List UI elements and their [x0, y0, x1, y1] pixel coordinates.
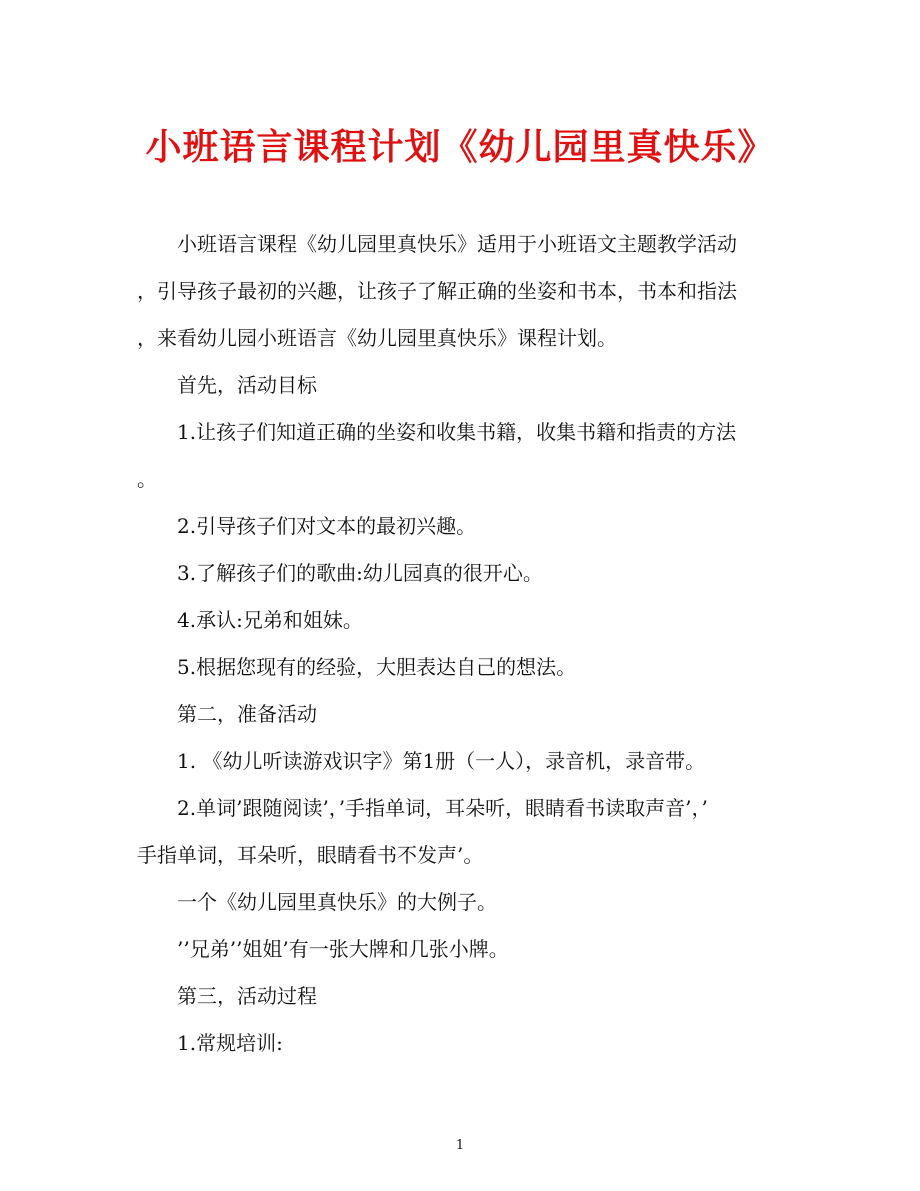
- body-line: 。: [137, 467, 157, 491]
- body-line: ，来看幼儿园小班语言《幼儿园里真快乐》课程计划。: [137, 326, 617, 350]
- body-line: 2.引导孩子们对文本的最初兴趣。: [177, 514, 477, 538]
- body-line: 3.了解孩子们的歌曲:幼儿园真的很开心。: [177, 561, 543, 585]
- body-line: 一个《幼儿园里真快乐》的大例子。: [177, 890, 497, 914]
- body-line: ，引导孩子最初的兴趣，让孩子了解正确的坐姿和书本，书本和指法: [137, 279, 737, 303]
- body-line: 第二，准备活动: [177, 702, 317, 726]
- document-title: 小班语言课程计划《幼儿园里真快乐》: [145, 127, 775, 168]
- body-line: 5.根据您现有的经验，大胆表达自己的想法。: [177, 655, 577, 679]
- document-body: [137, 221, 787, 1067]
- body-line: 1. 《幼儿听读游戏识字》第1册（一人），录音机，录音带。: [177, 749, 706, 773]
- body-line: 首先，活动目标: [177, 373, 317, 397]
- body-line: 2.单词’跟随阅读’，’手指单词，耳朵听，眼睛看书读取声音’，’: [177, 796, 708, 820]
- body-line: 手指单词，耳朵听，眼睛看书不发声’。: [137, 843, 484, 867]
- body-line: 4.承认:兄弟和姐妹。: [177, 608, 363, 632]
- body-line: 1.让孩子们知道正确的坐姿和收集书籍，收集书籍和指责的方法: [177, 420, 737, 444]
- body-line: 第三，活动过程: [177, 984, 317, 1008]
- body-line: 小班语言课程《幼儿园里真快乐》适用于小班语文主题教学活动: [177, 232, 737, 256]
- body-line: ’’兄弟’’姐姐’有一张大牌和几张小牌。: [177, 937, 509, 961]
- page-number: 1: [455, 1138, 465, 1153]
- body-line: 1.常规培训:: [177, 1031, 283, 1055]
